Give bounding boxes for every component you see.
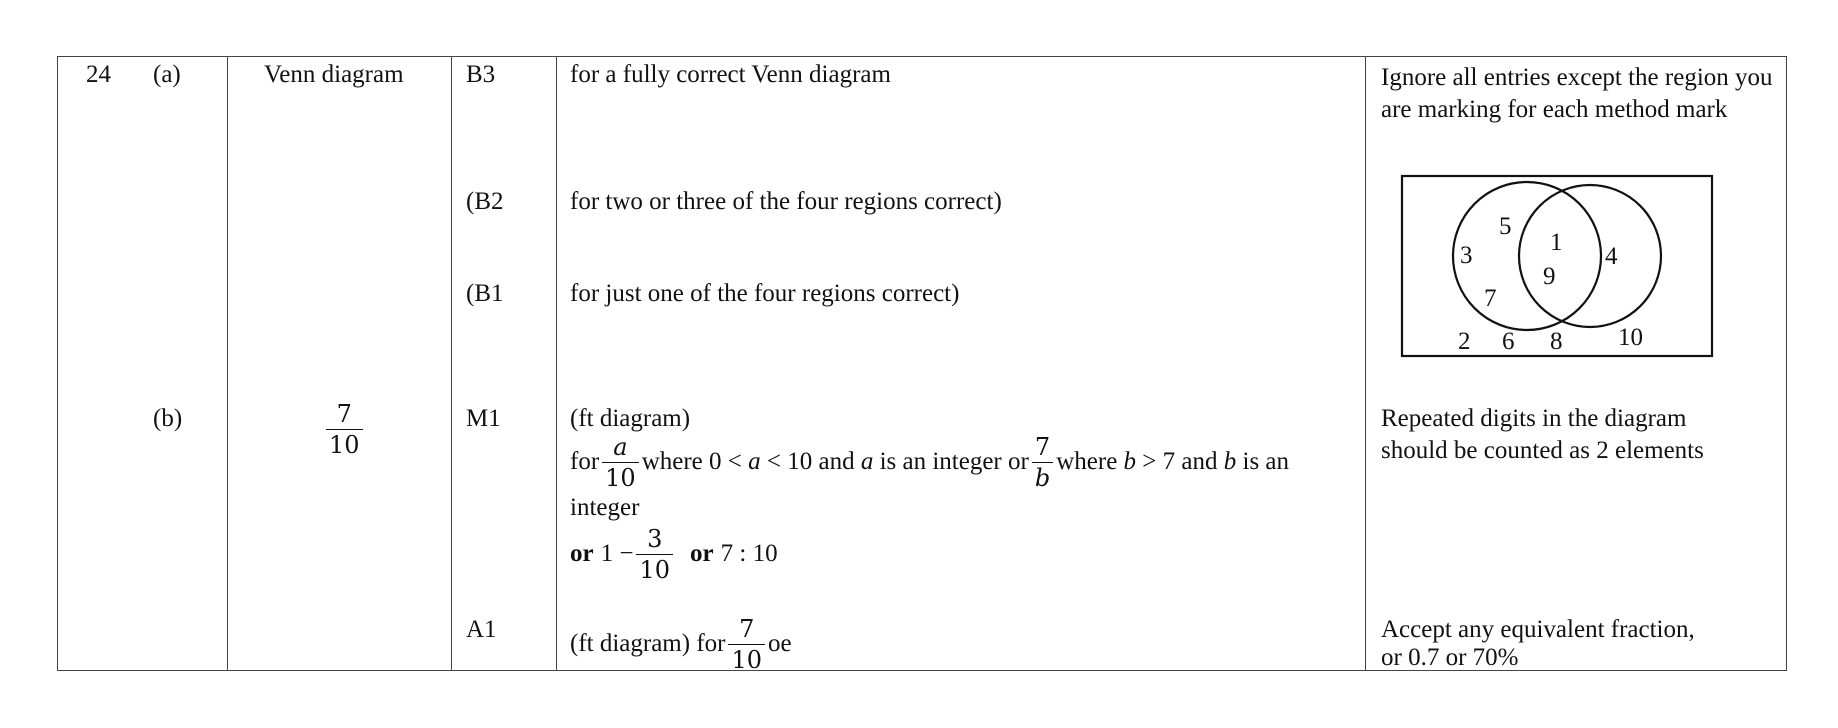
part-b-answer: [323, 402, 366, 457]
m1-line4: or 1 − $\frac{3}{10}$ or 7 : 10: [570, 524, 778, 584]
venn-outside-value: 10: [1618, 324, 1643, 351]
venn-outside-value: 8: [1550, 328, 1563, 355]
venn-b-only-value: 4: [1605, 243, 1618, 270]
venn-diagram: [1400, 174, 1716, 360]
mark-code-b1: (B1: [466, 280, 504, 307]
part-a-label: (a): [153, 61, 181, 88]
m1-note-line2: should be counted as 2 elements: [1381, 437, 1704, 464]
mark-code-m1: M1: [466, 405, 501, 432]
venn-outside-value: 2: [1458, 328, 1471, 355]
column-divider: [451, 56, 452, 671]
venn-set-b-circle: [1519, 185, 1661, 327]
question-number: 24: [86, 61, 111, 88]
m1-line1: (ft diagram): [570, 405, 691, 432]
venn-a-only-value: 5: [1499, 213, 1512, 240]
venn-a-only-value: 7: [1484, 285, 1497, 312]
mark-scheme-table: [57, 56, 1787, 674]
m1-fraction-a-over-10: $\frac{a}{10}$: [602, 435, 639, 490]
part-a-answer: Venn diagram: [264, 61, 404, 88]
part-b-label: (b): [153, 405, 183, 432]
venn-intersection-value: 1: [1550, 229, 1563, 256]
m1-line2: for $\frac{a}{10}$ where 0 < a < 10 and a is an integer or $\frac{7}{b}$ where b > 7 and b is an: [570, 432, 1290, 492]
m1-fraction-7-over-b: $\frac{7}{b}$: [1032, 435, 1053, 490]
a1-text: (ft diagram) for $\frac{7}{10}$ oe: [570, 614, 792, 674]
m1-note-line1: Repeated digits in the diagram: [1381, 405, 1687, 432]
a1-note-line2: or 0.7 or 70%: [1381, 644, 1519, 671]
column-divider: [556, 56, 557, 671]
mark-text-b1: for just one of the four regions correct): [570, 280, 960, 307]
m1-line3: integer: [570, 494, 640, 521]
part-a-guidance-note: Ignore all entries except the region you are marking for each method mark: [1381, 64, 1773, 123]
mark-code-b2: (B2: [466, 188, 504, 215]
mark-text-b2: for two or three of the four regions correct): [570, 188, 1002, 215]
venn-a-only-value: 3: [1460, 242, 1473, 269]
venn-set-a-circle: [1453, 182, 1601, 330]
a1-note-line1: Accept any equivalent fraction,: [1381, 616, 1695, 643]
a1-fraction: $\frac{7}{10}$: [728, 617, 765, 672]
mark-code-a1: A1: [466, 616, 497, 643]
column-divider: [1365, 56, 1366, 671]
m1-fraction-3-over-10: $\frac{3}{10}$: [636, 527, 673, 582]
answer-fraction: $\frac{7}{10}$: [326, 402, 363, 457]
venn-intersection-value: 9: [1543, 263, 1556, 290]
venn-outside-value: 6: [1502, 328, 1515, 355]
mark-text-b3: for a fully correct Venn diagram: [570, 61, 891, 88]
mark-code-b3: B3: [466, 61, 496, 88]
column-divider: [227, 56, 228, 671]
